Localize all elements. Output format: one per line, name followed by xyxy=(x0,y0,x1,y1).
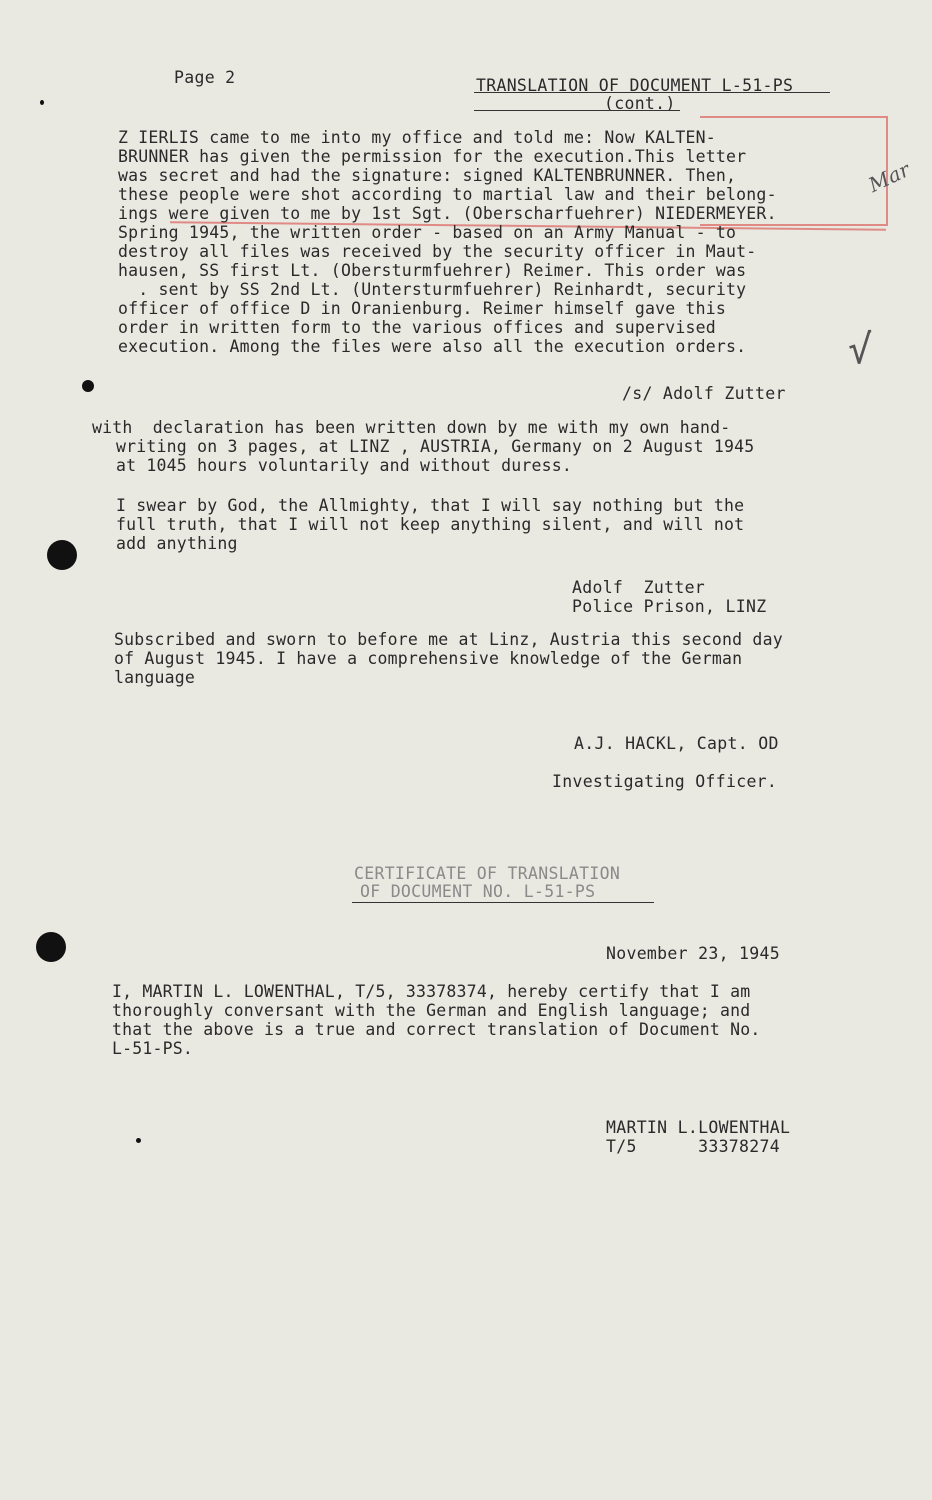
certificate-subtitle: OF DOCUMENT NO. L-51-PS xyxy=(360,882,596,901)
title-underline-2 xyxy=(474,110,680,111)
certificate-line: that the above is a true and correct translation of Document No. xyxy=(112,1020,761,1039)
statement-line: was secret and had the signature: signed KALTENBRUNNER. Then, xyxy=(118,166,737,185)
margin-initials: Mar xyxy=(864,157,914,197)
declaration-line: at 1045 hours voluntarily and without duress. xyxy=(116,456,573,475)
statement-line: Z IERLIS came to me into my office and told me: Now KALTEN- xyxy=(118,128,716,147)
translator-rank-serial: T/5 33378274 xyxy=(606,1137,780,1156)
oath-line: add anything xyxy=(116,534,238,553)
statement-line: officer of office D in Oranienburg. Reimer himself gave this xyxy=(118,299,727,318)
certificate-paragraph xyxy=(112,982,761,1058)
officer-title: Investigating Officer. xyxy=(552,772,778,791)
subscription-paragraph xyxy=(114,630,783,687)
certificate-line: thoroughly conversant with the German and English language; and xyxy=(112,1001,751,1020)
statement-paragraph xyxy=(118,128,777,356)
statement-line: hausen, SS first Lt. (Obersturmfuehrer) Reimer. This order was xyxy=(118,261,747,280)
subscription-line: Subscribed and sworn to before me at Linz, Austria this second day xyxy=(114,630,783,649)
punch-dot xyxy=(136,1138,141,1143)
certificate-date: November 23, 1945 xyxy=(606,944,780,963)
punch-hole-lower xyxy=(36,932,66,962)
check-mark-icon: √ xyxy=(848,327,873,373)
title-underline-1 xyxy=(474,92,830,93)
oath-signer-location: Police Prison, LINZ xyxy=(572,597,767,616)
statement-line: ings were given to me by 1st Sgt. (Oberscharfuehrer) NIEDERMEYER. xyxy=(118,204,777,223)
certificate-underline xyxy=(352,902,654,903)
declaration-line: writing on 3 pages, at LINZ , AUSTRIA, Germany on 2 August 1945 xyxy=(116,437,755,456)
ink-mark xyxy=(40,100,44,105)
certificate-line: L-51-PS. xyxy=(112,1039,194,1058)
document-title-continued: (cont.) xyxy=(604,94,676,113)
page-number: Page 2 xyxy=(174,68,236,87)
punch-hole-top xyxy=(82,380,94,392)
statement-line: order in written form to the various offices and supervised xyxy=(118,318,716,337)
document-title: TRANSLATION OF DOCUMENT L-51-PS xyxy=(476,76,794,95)
oath-line: full truth, that I will not keep anything silent, and will not xyxy=(116,515,745,534)
translator-name: MARTIN L.LOWENTHAL xyxy=(606,1118,791,1137)
punch-hole-middle xyxy=(47,540,77,570)
statement-line: Spring 1945, the written order - based on an Army Manual - to xyxy=(118,223,737,242)
oath-signer-name: Adolf Zutter xyxy=(572,578,706,597)
statement-line: execution. Among the files were also all the execution orders. xyxy=(118,337,747,356)
statement-line: BRUNNER has given the permission for the execution.This letter xyxy=(118,147,747,166)
oath-paragraph xyxy=(116,496,744,553)
statement-line: these people were shot according to martial law and their belong- xyxy=(118,185,777,204)
declaration-paragraph xyxy=(92,418,754,475)
subscription-line: of August 1945. I have a comprehensive knowledge of the German xyxy=(114,649,743,668)
officer-name: A.J. HACKL, Capt. OD xyxy=(574,734,779,753)
declaration-line: with declaration has been written down by me with my own hand- xyxy=(92,418,731,437)
certificate-title: CERTIFICATE OF TRANSLATION xyxy=(354,864,621,883)
subscription-line: language xyxy=(114,668,196,687)
statement-line: . sent by SS 2nd Lt. (Untersturmfuehrer) Reinhardt, security xyxy=(118,280,747,299)
statement-line: destroy all files was received by the security officer in Maut- xyxy=(118,242,757,261)
certificate-line: I, MARTIN L. LOWENTHAL, T/5, 33378374, hereby certify that I am xyxy=(112,982,751,1001)
oath-line: I swear by God, the Allmighty, that I will say nothing but the xyxy=(116,496,745,515)
statement-signature: /s/ Adolf Zutter xyxy=(622,384,786,403)
